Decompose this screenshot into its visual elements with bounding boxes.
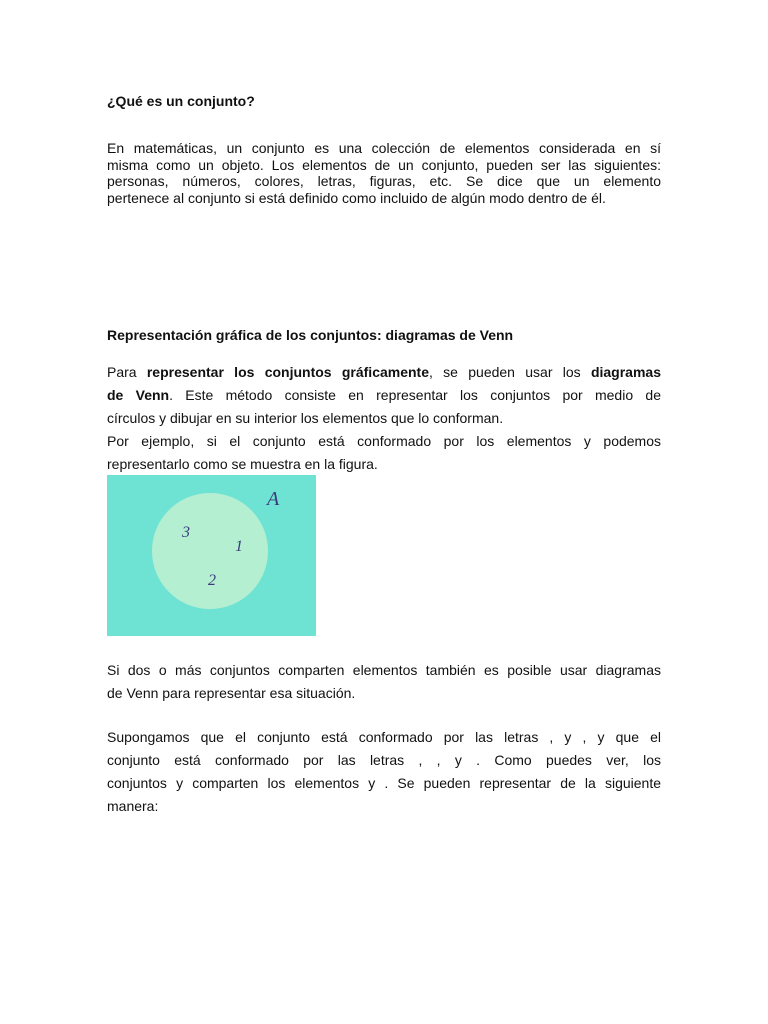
venn-line-1	[107, 361, 661, 384]
venn-line-2	[107, 384, 661, 407]
intro-line: pertenece al conjunto si está definido como incluido de algún modo dentro de él.	[107, 189, 606, 206]
text: , se pueden usar los	[429, 364, 591, 380]
shared-elements-paragraph	[107, 659, 661, 705]
venn-diagram	[107, 475, 316, 636]
bold-text: de Venn	[107, 387, 170, 403]
text: . Este método consiste en representar los conjuntos por medio de	[169, 387, 661, 403]
venn-line-3: círculos y dibujar en su interior los elementos que lo conforman.	[107, 410, 504, 426]
element-label: 2	[208, 572, 216, 589]
element-label: 3	[182, 524, 190, 541]
venn-line-5: representarlo como se muestra en la figura.	[107, 456, 378, 472]
text: Para	[107, 364, 147, 380]
suppose-line: manera:	[107, 798, 159, 814]
heading-what-is-a-set: ¿Qué es un conjunto?	[107, 93, 255, 109]
set-label: A	[267, 488, 280, 510]
suppose-line: conjuntos y comparten los elementos y . Se pueden representar de la siguiente	[107, 775, 661, 791]
share-line: Si dos o más conjuntos comparten elementos también es posible usar diagramas	[107, 662, 661, 678]
share-line: de Venn para representar esa situación.	[107, 685, 356, 701]
suppose-paragraph	[107, 726, 661, 818]
intro-line: misma como un objeto. Los elementos de un conjunto, pueden ser las siguientes:	[107, 156, 661, 173]
suppose-line: Supongamos que el conjunto está conformado por las letras , y , y que el	[107, 729, 661, 745]
set-circle	[152, 493, 268, 609]
venn-figure	[107, 475, 316, 636]
heading-venn-diagrams: Representación gráfica de los conjuntos: diagramas de Venn	[107, 327, 514, 343]
intro-paragraph	[107, 140, 661, 206]
intro-line: personas, números, colores, letras, figuras, etc. Se dice que un elemento	[107, 173, 661, 189]
bold-text: representar los conjuntos gráficamente	[146, 364, 430, 380]
venn-line-4: Por ejemplo, si el conjunto está conformado por los elementos y podemos	[107, 433, 661, 449]
element-label: 1	[235, 538, 243, 555]
suppose-line: conjunto está conformado por las letras , , y . Como puedes ver, los	[107, 752, 661, 768]
intro-line: En matemáticas, un conjunto es una colección de elementos considerada en sí	[107, 140, 661, 156]
bold-text: diagramas	[590, 364, 661, 380]
venn-paragraph	[107, 361, 661, 476]
